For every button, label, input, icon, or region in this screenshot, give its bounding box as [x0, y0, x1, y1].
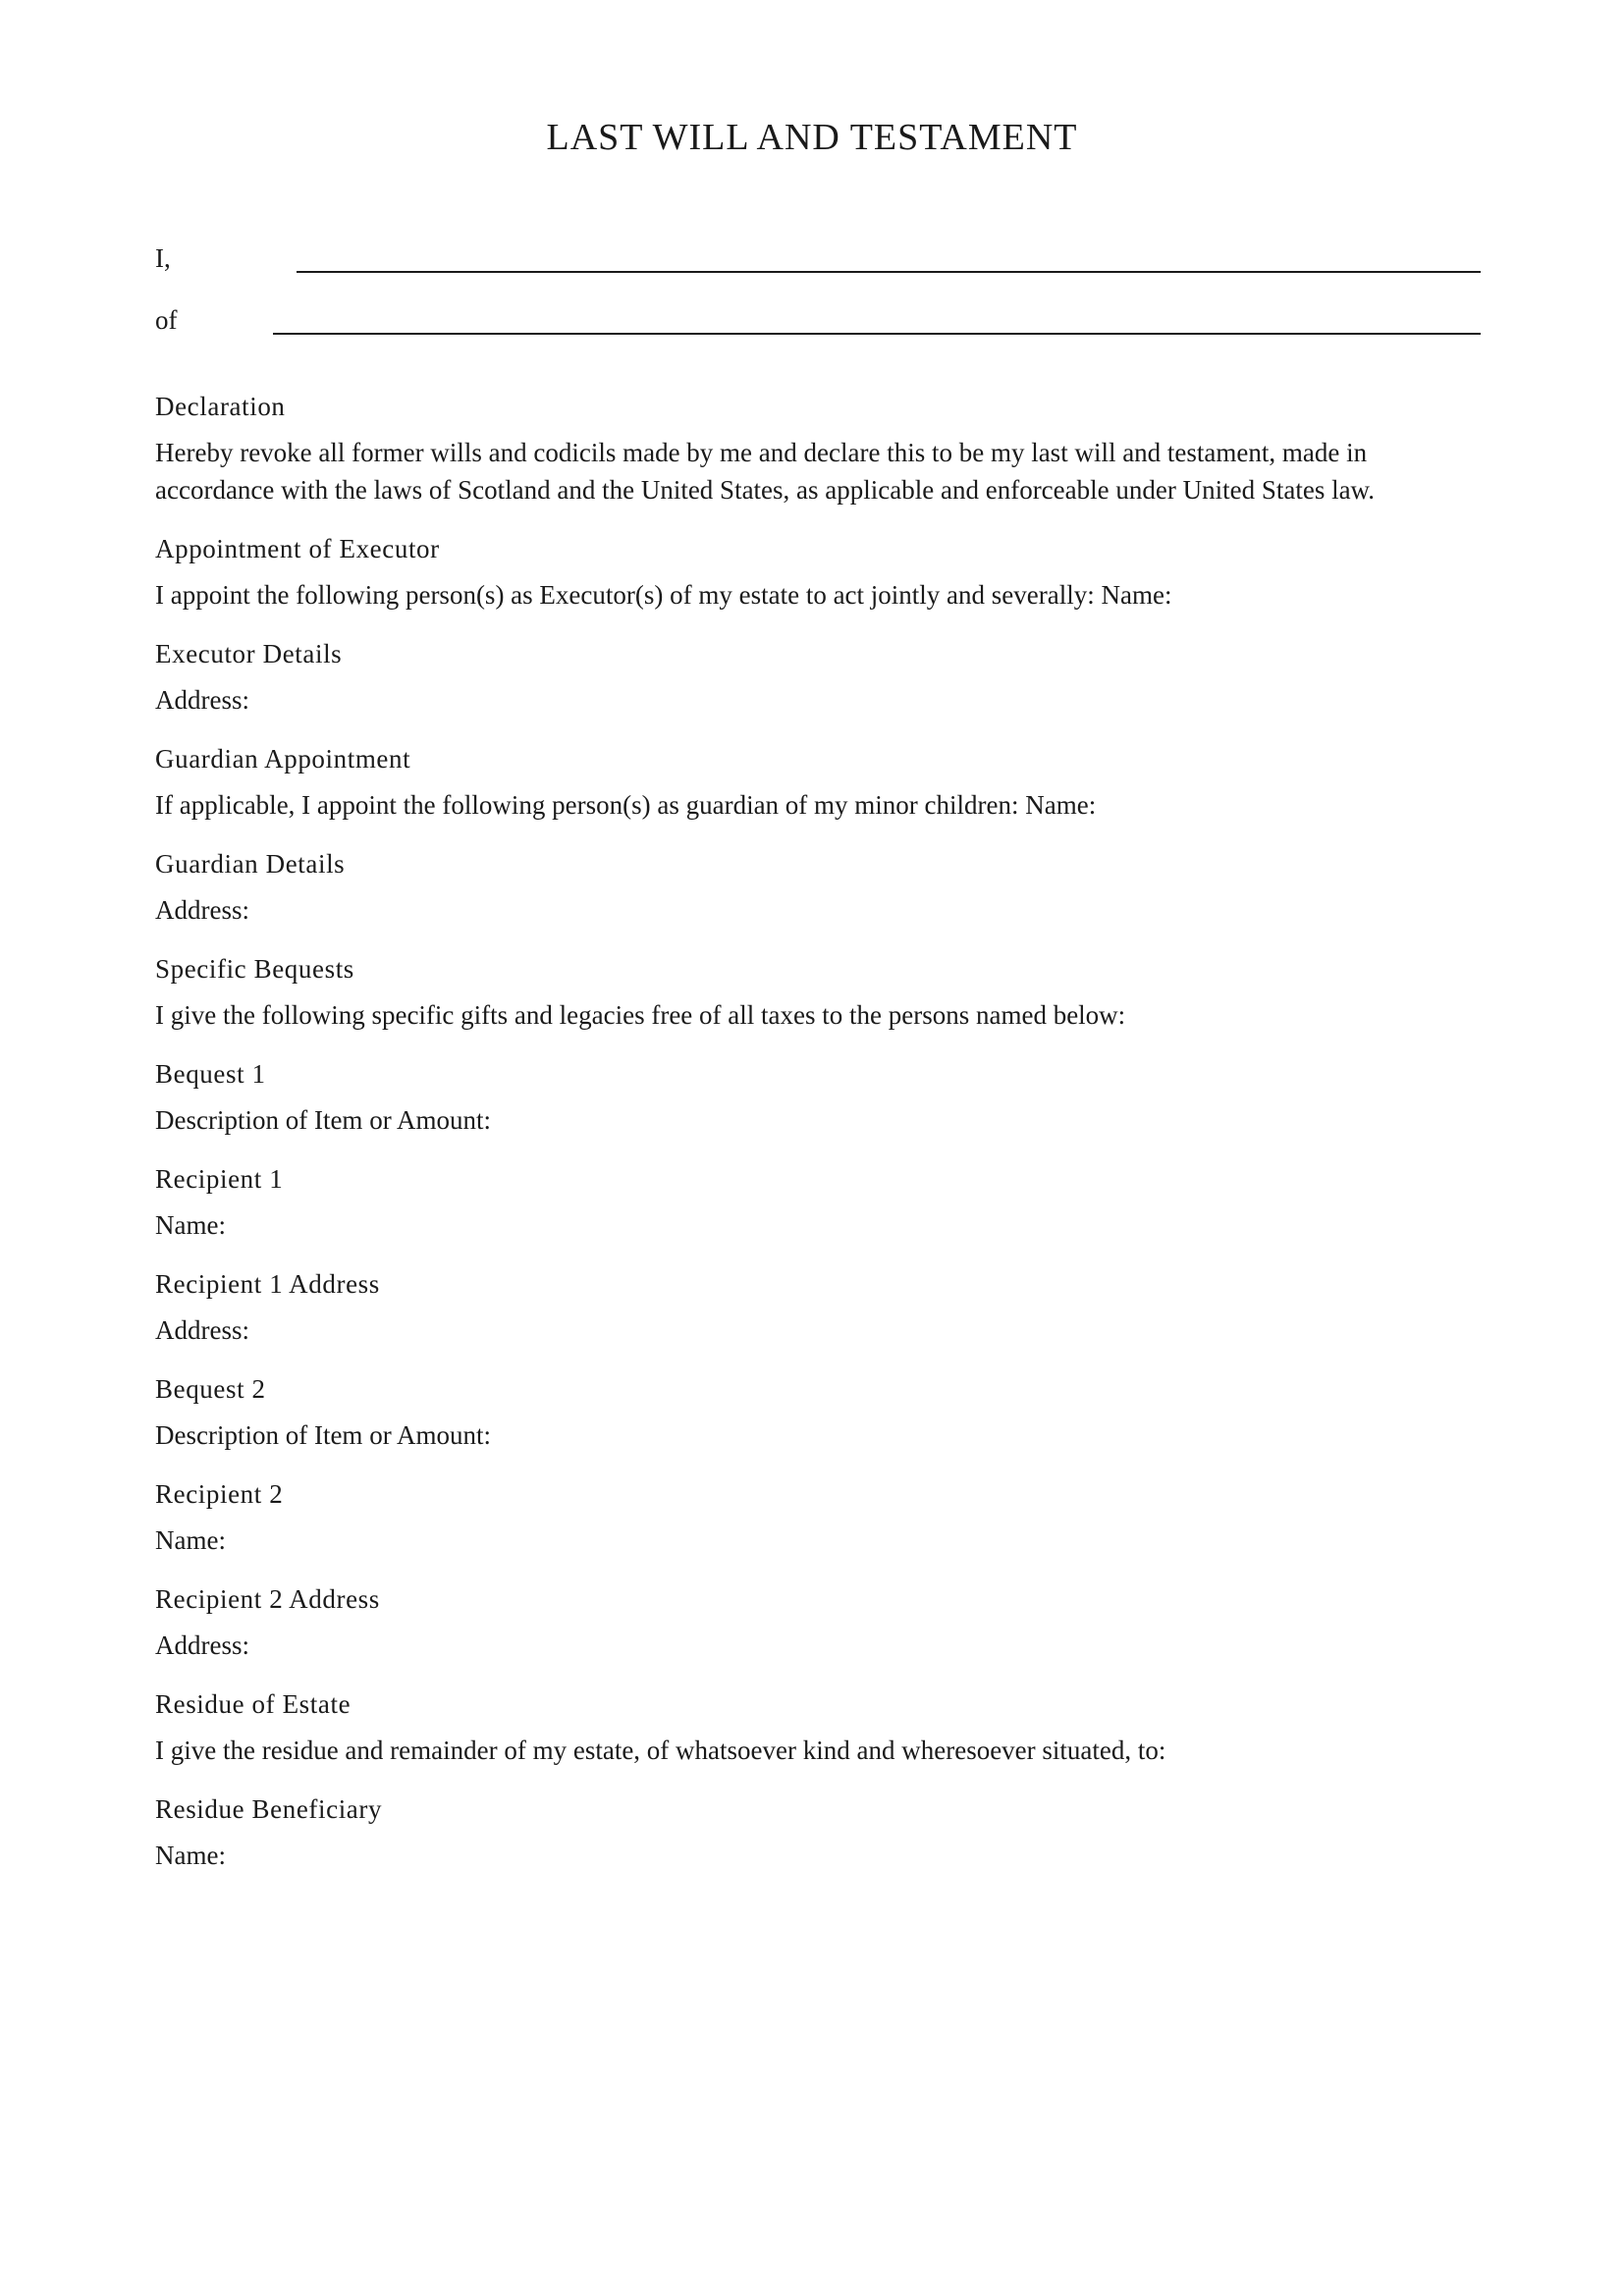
testator-name-row	[155, 236, 1481, 285]
section-bequest-1	[155, 1055, 1481, 1139]
section-body: Name:	[155, 1841, 226, 1870]
testator-name-blank[interactable]	[297, 271, 1481, 273]
section-body: Name:	[155, 1525, 226, 1555]
section-heading: Recipient 2	[155, 1479, 284, 1509]
section-body: If applicable, I appoint the following person(s) as guardian of my minor children: Name:	[155, 790, 1097, 820]
section-body: Hereby revoke all former wills and codicils made by me and declare this to be my last will and testament, made in accordance with the laws of Scotland and the United States, as applicable and enforceable under United States law.	[155, 438, 1376, 505]
section-bequest-2	[155, 1370, 1481, 1454]
section-specific-bequests	[155, 950, 1481, 1034]
section-body: I give the residue and remainder of my estate, of whatsoever kind and wheresoever situated, to:	[155, 1735, 1166, 1765]
section-body: Address:	[155, 895, 249, 925]
testator-label: I,	[155, 243, 171, 273]
will-sections	[155, 388, 1481, 1896]
section-heading: Bequest 2	[155, 1374, 266, 1404]
section-body: I appoint the following person(s) as Executor(s) of my estate to act jointly and severally: Name:	[155, 580, 1172, 610]
section-heading: Guardian Details	[155, 849, 346, 879]
section-residue-of-estate	[155, 1685, 1481, 1769]
section-heading: Specific Bequests	[155, 954, 354, 984]
residence-label: of	[155, 305, 178, 335]
document-title: LAST WILL AND TESTAMENT	[546, 117, 1078, 158]
section-body: Address:	[155, 1315, 249, 1345]
section-declaration	[155, 388, 1481, 508]
section-guardian-details	[155, 845, 1481, 929]
section-heading: Bequest 1	[155, 1059, 266, 1089]
section-heading: Recipient 2 Address	[155, 1584, 380, 1614]
section-recipient-1	[155, 1160, 1481, 1244]
section-heading: Declaration	[155, 392, 286, 421]
section-recipient-2	[155, 1475, 1481, 1559]
section-heading: Recipient 1 Address	[155, 1269, 380, 1299]
section-body: Name:	[155, 1210, 226, 1240]
section-body: I give the following specific gifts and legacies free of all taxes to the persons named below:	[155, 1000, 1126, 1030]
section-body: Description of Item or Amount:	[155, 1420, 491, 1450]
testator-residence-row	[155, 297, 1481, 347]
section-heading: Recipient 1	[155, 1164, 284, 1194]
section-heading: Executor Details	[155, 639, 343, 668]
section-residue-beneficiary	[155, 1790, 1481, 1874]
section-heading: Residue Beneficiary	[155, 1794, 383, 1824]
section-body: Address:	[155, 1630, 249, 1660]
section-heading: Appointment of Executor	[155, 534, 440, 563]
section-heading: Residue of Estate	[155, 1689, 352, 1719]
section-recipient-1-address	[155, 1265, 1481, 1349]
section-recipient-2-address	[155, 1580, 1481, 1664]
testator-residence-blank[interactable]	[273, 333, 1481, 335]
section-body: Address:	[155, 685, 249, 715]
section-executor-details	[155, 635, 1481, 719]
section-body: Description of Item or Amount:	[155, 1105, 491, 1135]
section-heading: Guardian Appointment	[155, 744, 411, 774]
section-appointment-of-executor	[155, 530, 1481, 614]
section-guardian-appointment	[155, 740, 1481, 824]
